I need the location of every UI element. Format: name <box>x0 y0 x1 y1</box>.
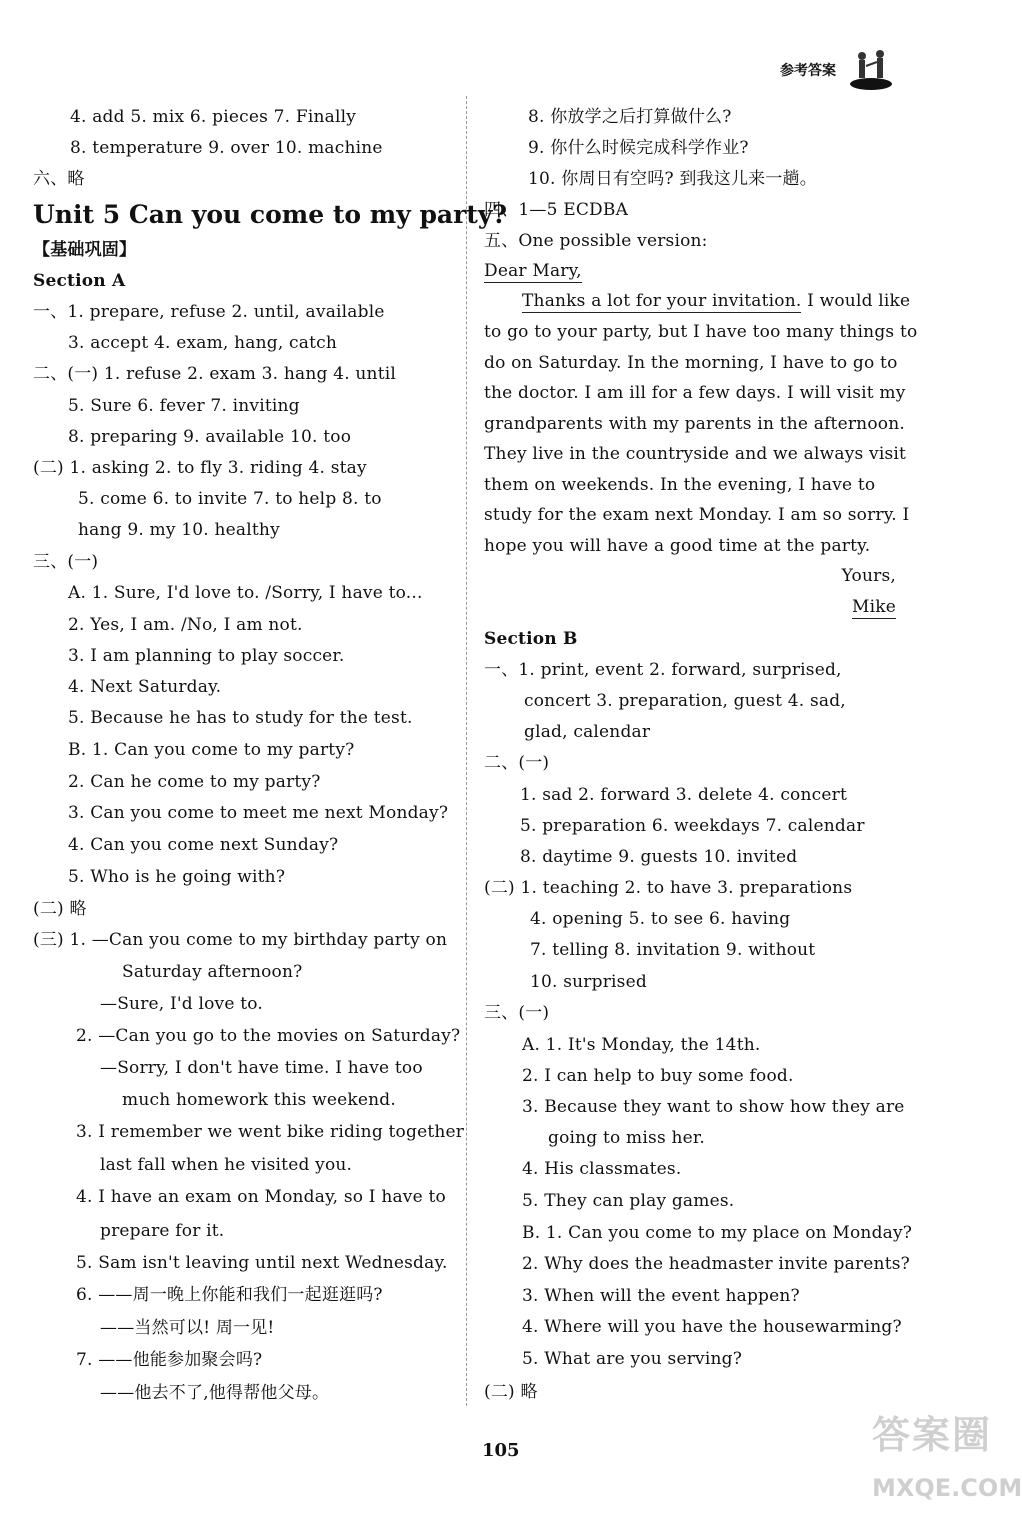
left-line: A. 1. Sure, I'd love to. /Sorry, I have to... <box>68 583 423 603</box>
left-line: —Sorry, I don't have time. I have too <box>100 1058 423 1078</box>
right-line: 9. 你什么时候完成科学作业? <box>528 138 749 158</box>
left-line: 5. Sure 6. fever 7. inviting <box>68 396 300 416</box>
left-line: (二) 略 <box>33 899 87 919</box>
right-line: 10. surprised <box>530 972 647 992</box>
left-line: Saturday afternoon? <box>122 962 303 982</box>
right-line: 3. When will the event happen? <box>522 1286 800 1306</box>
letter-line: grandparents with my parents in the afternoon. <box>484 414 905 434</box>
right-line: glad, calendar <box>524 722 651 742</box>
left-line: 4. Next Saturday. <box>68 677 222 697</box>
right-line: 5. They can play games. <box>522 1191 735 1211</box>
left-line: (三) 1. —Can you come to my birthday party on <box>33 930 448 950</box>
letter-line: the doctor. I am ill for a few days. I will visit my <box>484 383 906 403</box>
left-line: last fall when he visited you. <box>100 1155 353 1175</box>
unit-title: Unit 5 Can you come to my party? <box>33 200 508 229</box>
right-line: 2. I can help to buy some food. <box>522 1066 794 1086</box>
left-line: 5. come 6. to invite 7. to help 8. to <box>78 489 382 509</box>
left-line: —Sure, I'd love to. <box>100 994 263 1014</box>
left-line: 六、略 <box>33 169 85 189</box>
watermark-url: MXQE.COM <box>872 1474 1022 1502</box>
left-line: 5. Because he has to study for the test. <box>68 708 413 728</box>
watermark <box>872 1404 1022 1516</box>
right-line: B. 1. Can you come to my place on Monday? <box>522 1223 913 1243</box>
right-line: 二、(一) <box>484 753 550 773</box>
right-line: going to miss her. <box>548 1128 705 1148</box>
left-line: 3. I am planning to play soccer. <box>68 646 345 666</box>
letter-line: them on weekends. In the evening, I have to <box>484 475 876 495</box>
letter-greeting: Dear Mary, <box>484 261 582 281</box>
left-line: 3. I remember we went bike riding together <box>76 1122 465 1142</box>
left-line: 6. ——周一晚上你能和我们一起逛逛吗? <box>76 1285 383 1305</box>
right-line: 5. What are you serving? <box>522 1349 743 1369</box>
left-line: 5. Sam isn't leaving until next Wednesday. <box>76 1253 448 1273</box>
letter-line: Thanks a lot for your invitation. I would like <box>522 291 911 311</box>
left-line: 4. Can you come next Sunday? <box>68 835 339 855</box>
column-divider <box>466 96 467 1406</box>
letter-line: They live in the countryside and we always visit <box>484 444 907 464</box>
right-line: (二) 略 <box>484 1382 538 1402</box>
left-line: 2. —Can you go to the movies on Saturday? <box>76 1026 461 1046</box>
right-line: 4. His classmates. <box>522 1159 682 1179</box>
right-line: 1. sad 2. forward 3. delete 4. concert <box>520 785 847 805</box>
left-line: prepare for it. <box>100 1221 225 1241</box>
right-line: 4. Where will you have the housewarming? <box>522 1317 902 1337</box>
left-line: (二) 1. asking 2. to fly 3. riding 4. stay <box>33 458 367 478</box>
right-line: 2. Why does the headmaster invite parents? <box>522 1254 910 1274</box>
reading-figure-logo-icon <box>848 46 894 92</box>
right-line: 五、One possible version: <box>484 231 708 251</box>
left-line: 3. Can you come to meet me next Monday? <box>68 803 449 823</box>
right-line: A. 1. It's Monday, the 14th. <box>522 1035 761 1055</box>
left-line: 2. Yes, I am. /No, I am not. <box>68 615 303 635</box>
right-line: 3. Because they want to show how they are <box>522 1097 905 1117</box>
watermark-text: 答案圈 <box>872 1413 993 1457</box>
left-line: much homework this weekend. <box>122 1090 396 1110</box>
section-heading: Section A <box>33 271 126 291</box>
letter-line: to go to your party, but I have too many things to <box>484 322 918 342</box>
right-line: 4. opening 5. to see 6. having <box>530 909 791 929</box>
right-line: 7. telling 8. invitation 9. without <box>530 940 816 960</box>
left-line: 2. Can he come to my party? <box>68 772 321 792</box>
right-line: 10. 你周日有空吗? 到我这儿来一趟。 <box>528 169 817 189</box>
right-line: concert 3. preparation, guest 4. sad, <box>524 691 846 711</box>
left-line: ——当然可以! 周一见! <box>100 1318 275 1338</box>
right-line: 三、(一) <box>484 1003 550 1023</box>
right-line: (二) 1. teaching 2. to have 3. preparations <box>484 878 853 898</box>
left-line: B. 1. Can you come to my party? <box>68 740 355 760</box>
page-number: 105 <box>482 1440 520 1461</box>
letter-line: do on Saturday. In the morning, I have to go to <box>484 353 898 373</box>
left-line: 4. add 5. mix 6. pieces 7. Finally <box>70 107 357 127</box>
left-line: hang 9. my 10. healthy <box>78 520 280 540</box>
left-line: 4. I have an exam on Monday, so I have to <box>76 1187 446 1207</box>
right-line: 一、1. print, event 2. forward, surprised, <box>484 660 842 680</box>
left-line: 8. temperature 9. over 10. machine <box>70 138 383 158</box>
left-line: 3. accept 4. exam, hang, catch <box>68 333 337 353</box>
section-heading: 【基础巩固】 <box>33 240 137 260</box>
left-line: ——他去不了,他得帮他父母。 <box>100 1383 330 1403</box>
left-line: 8. preparing 9. available 10. too <box>68 427 352 447</box>
left-line: 5. Who is he going with? <box>68 867 286 887</box>
left-line: 一、1. prepare, refuse 2. until, available <box>33 302 385 322</box>
letter-signature: Mike <box>851 597 896 617</box>
right-line: 8. 你放学之后打算做什么? <box>528 107 732 127</box>
letter-line: study for the exam next Monday. I am so sorry. I <box>484 505 910 525</box>
letter-closing: Yours, <box>841 566 896 586</box>
left-line: 7. ——他能参加聚会吗? <box>76 1350 263 1370</box>
right-line: 8. daytime 9. guests 10. invited <box>520 847 798 867</box>
right-line: 5. preparation 6. weekdays 7. calendar <box>520 816 865 836</box>
left-line: 三、(一) <box>33 552 99 572</box>
header-label: 参考答案 <box>780 63 836 79</box>
section-heading: Section B <box>484 629 578 649</box>
right-line: 四、1—5 ECDBA <box>484 200 629 220</box>
letter-line: hope you will have a good time at the party. <box>484 536 871 556</box>
left-line: 二、(一) 1. refuse 2. exam 3. hang 4. until <box>33 364 397 384</box>
